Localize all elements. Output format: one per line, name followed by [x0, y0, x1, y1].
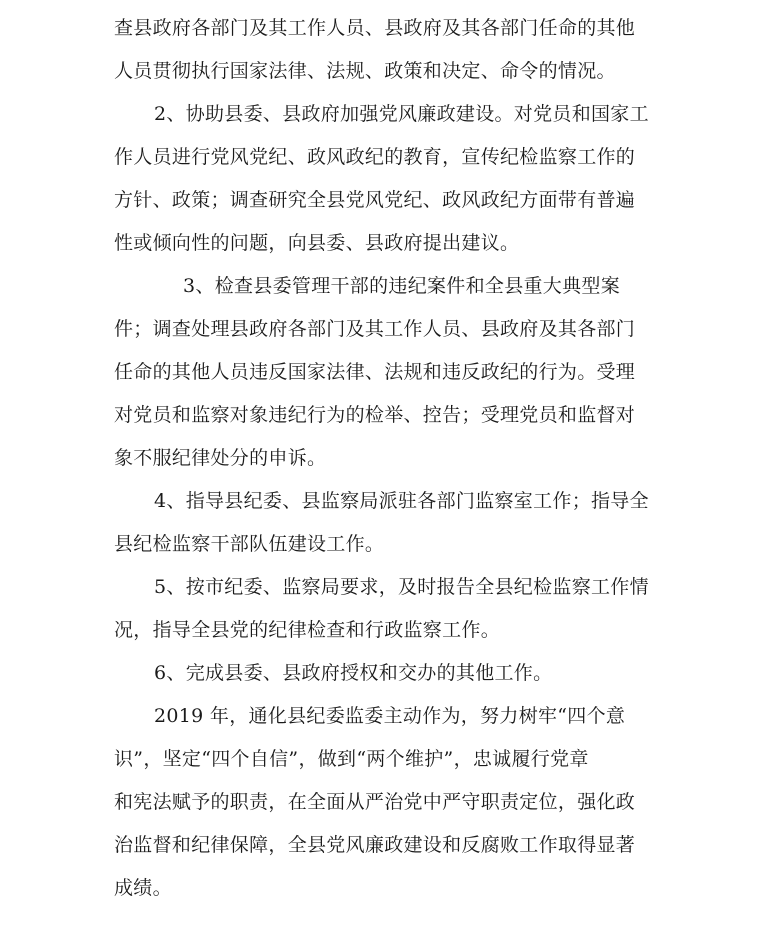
paragraph-7-start: 2019 年，通化县纪委监委主动作为，努力树牢“四个意: [154, 705, 626, 727]
text-line: 象不服纪律处分的申诉。: [114, 447, 327, 469]
paragraph-4-start: 4、指导县纪委、县监察局派驻各部门监察室工作；指导全: [154, 490, 649, 512]
text-line: 件；调查处理县政府各部门及其工作人员、县政府及其各部门: [114, 318, 636, 340]
text-line: 县纪检监察干部队伍建设工作。: [114, 533, 385, 555]
text-line: 性或倾向性的问题，向县委、县政府提出建议。: [114, 232, 520, 254]
text-line: 识”，坚定“四个自信”，做到“两个维护”，忠诚履行党章: [114, 748, 589, 770]
text-line: 作人员进行党风党纪、政风政纪的教育，宣传纪检监察工作的: [114, 146, 636, 168]
paragraph-3-start: 3、检查县委管理干部的违纪案件和全县重大典型案: [183, 275, 620, 297]
text-line: 查县政府各部门及其工作人员、县政府及其各部门任命的其他: [114, 17, 636, 39]
text-line: 和宪法赋予的职责，在全面从严治党中严守职责定位，强化政: [114, 791, 636, 813]
text-line: 方针、政策；调查研究全县党风党纪、政风政纪方面带有普遍: [114, 189, 636, 211]
paragraph-5-start: 5、按市纪委、监察局要求，及时报告全县纪检监察工作情: [154, 576, 649, 598]
text-line: 人员贯彻执行国家法律、法规、政策和决定、命令的情况。: [114, 60, 616, 82]
text-line: 对党员和监察对象违纪行为的检举、控告；受理党员和监督对: [114, 404, 636, 426]
paragraph-6-start: 6、完成县委、县政府授权和交办的其他工作。: [154, 662, 553, 684]
text-line: 任命的其他人员违反国家法律、法规和违反政纪的行为。受理: [114, 361, 636, 383]
text-line: 成绩。: [114, 877, 172, 899]
text-line: 况，指导全县党的纪律检查和行政监察工作。: [114, 619, 501, 641]
paragraph-2-start: 2、协助县委、县政府加强党风廉政建设。对党员和国家工: [154, 103, 649, 125]
text-line: 治监督和纪律保障，全县党风廉政建设和反腐败工作取得显著: [114, 834, 636, 856]
